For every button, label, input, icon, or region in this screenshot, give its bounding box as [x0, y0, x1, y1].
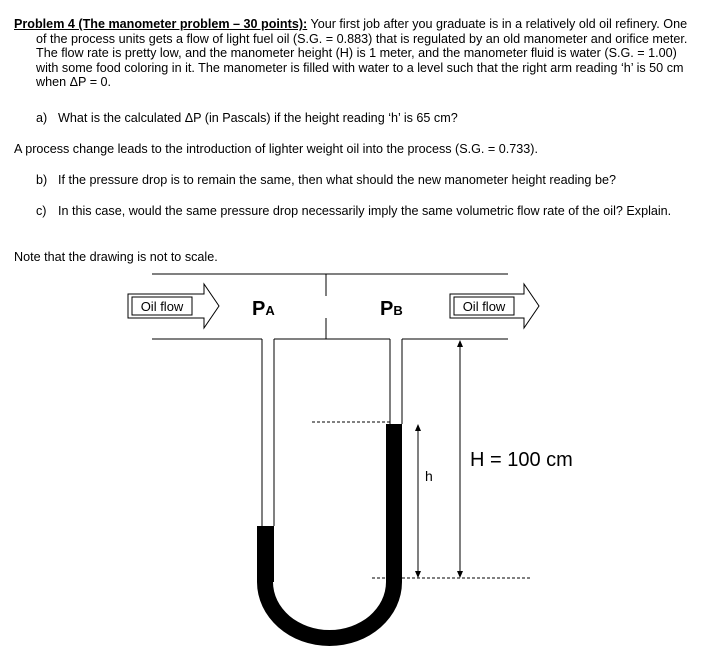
oil-flow-label-right: Oil flow	[462, 299, 506, 314]
pressure-a-label	[252, 298, 275, 320]
question-a-text: What is the calculated ΔP (in Pascals) if the height reading ‘h’ is 65 cm?	[58, 111, 458, 125]
drawing-note-text: Note that the drawing is not to scale.	[14, 250, 218, 264]
process-change-text: A process change leads to the introduction of lighter weight oil into the process (S.G. = 0.733).	[14, 142, 538, 156]
dimension-big-h-label: H = 100 cm	[470, 449, 573, 471]
manometer-fluid-u-bend	[257, 580, 402, 646]
oil-flow-arrow-right	[450, 284, 539, 328]
pressure-b-label	[380, 298, 403, 320]
dimension-h-arrow-top	[415, 424, 421, 431]
problem-intro-text: Your first job after you graduate is in a relatively old oil refinery. One of the process units gets a flow of light fuel oil (S.G. = 0.883) that is regulated by an old manometer and orifice meter. The flow rate is pretty low, and the manometer height (H) is 1 meter, and the manometer fluid is water (S.G. = 1.00) with some food coloring in it. The manometer is filled with water to a level such that the right arm reading ‘h’ is 50 cm when ΔP = 0.	[36, 17, 688, 89]
manometer-fluid-right-column	[386, 424, 402, 582]
dimension-big-h	[457, 340, 573, 578]
pressure-b-main: P	[380, 298, 394, 320]
pressure-b-subscript: B	[393, 303, 403, 318]
dimension-h-label: h	[425, 468, 433, 484]
dimension-h	[415, 424, 433, 578]
question-b-text: If the pressure drop is to remain the same, then what should the new manometer height reading be?	[58, 173, 616, 187]
dimension-big-h-arrow-top	[457, 340, 463, 347]
question-b-label: b)	[36, 173, 48, 187]
question-c-label: c)	[36, 204, 47, 218]
dimension-h-arrow-bottom	[415, 571, 421, 578]
dimension-big-h-arrow-bottom	[457, 571, 463, 578]
question-c-text: In this case, would the same pressure drop necessarily imply the same volumetric flow rate of the oil? Explain.	[58, 204, 672, 218]
oil-flow-arrow-left	[128, 284, 219, 328]
pressure-a-subscript: A	[265, 303, 275, 318]
pressure-a-main: P	[252, 298, 266, 320]
question-a-label: a)	[36, 111, 48, 125]
manometer-fluid-left-column	[257, 526, 274, 582]
oil-flow-label-left: Oil flow	[140, 299, 184, 314]
problem-title: Problem 4 (The manometer problem – 30 points):	[14, 17, 308, 31]
